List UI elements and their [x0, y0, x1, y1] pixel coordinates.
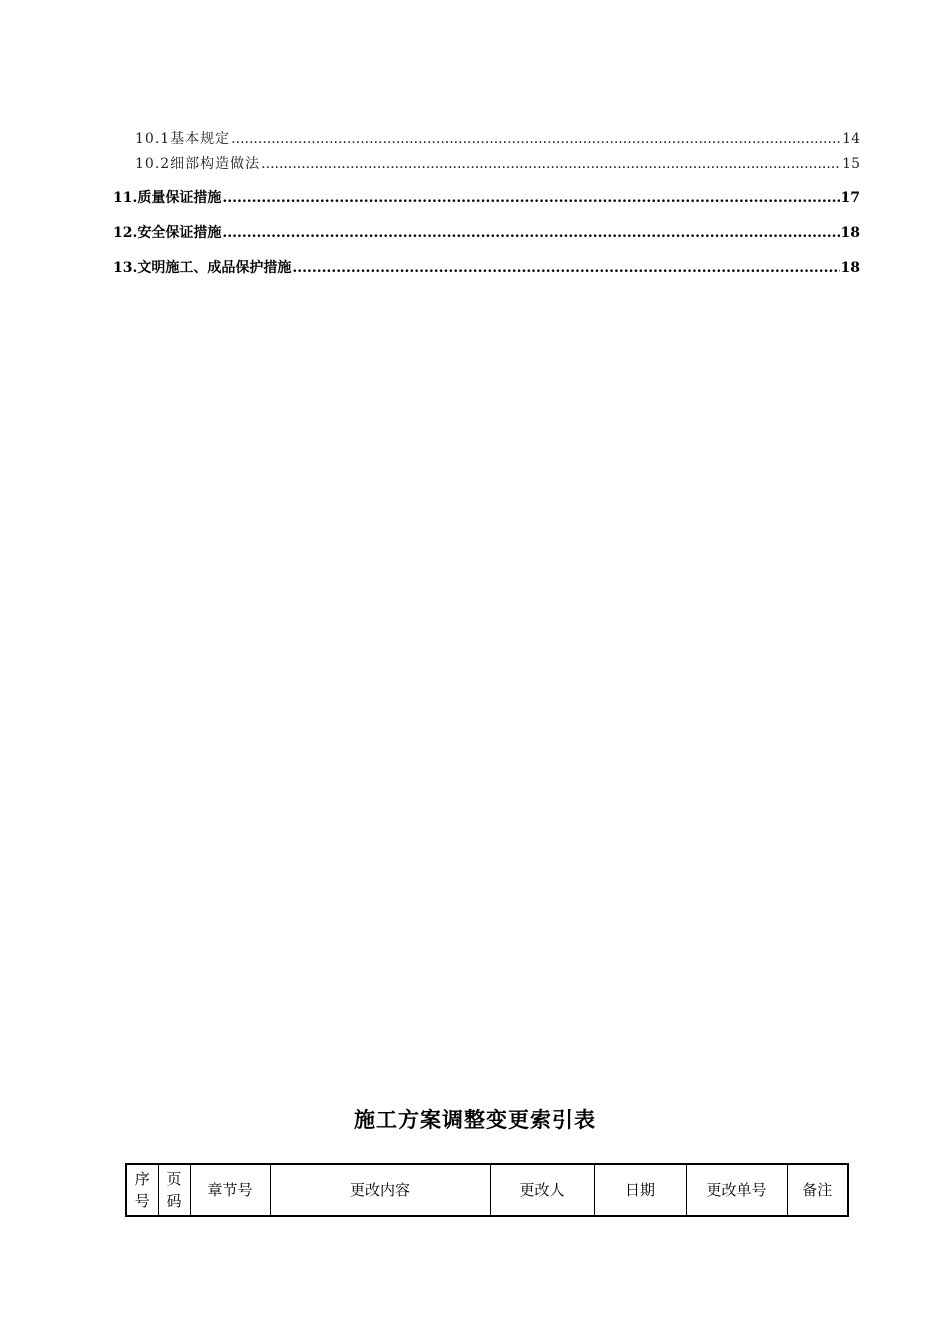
toc-entry-label: 13.文明施工、成品保护措施: [113, 260, 292, 276]
toc-entry-label: 11.质量保证措施: [113, 190, 222, 206]
header-remarks: 备注: [787, 1164, 848, 1216]
toc-entry-label: 10.2细部构造做法: [135, 156, 261, 172]
header-serial-number: [126, 1164, 158, 1216]
toc-entry-10-1[interactable]: [135, 128, 860, 148]
toc-leader-dots: [292, 260, 839, 276]
toc-entry-13[interactable]: [113, 257, 860, 277]
toc-entry-10-2[interactable]: [135, 153, 860, 173]
header-text: 码: [166, 1192, 182, 1210]
header-change-content: 更改内容: [270, 1164, 490, 1216]
toc-leader-dots: [231, 131, 841, 147]
toc-entry-11[interactable]: [113, 187, 860, 207]
change-index-table: [125, 1163, 849, 1217]
toc-leader-dots: [222, 190, 839, 206]
toc-entry-label: 12.安全保证措施: [113, 225, 222, 241]
toc-leader-dots: [222, 225, 839, 241]
header-text: 页: [166, 1170, 182, 1188]
table-header-row: [126, 1164, 848, 1216]
header-changed-by: 更改人: [490, 1164, 594, 1216]
toc-entry-12[interactable]: [113, 222, 860, 242]
header-change-order-number: 更改单号: [686, 1164, 787, 1216]
toc-leader-dots: [261, 156, 841, 172]
toc-entry-label: 10.1基本规定: [135, 131, 231, 147]
toc-entry-page: 14: [842, 131, 860, 147]
toc-entry-page: 18: [840, 225, 860, 241]
header-date: 日期: [594, 1164, 686, 1216]
index-table-title: 施工方案调整变更索引表: [354, 1107, 596, 1132]
header-text: 号: [134, 1192, 150, 1210]
header-text: 序: [134, 1170, 150, 1188]
header-section-number: 章节号: [190, 1164, 270, 1216]
toc-entry-page: 18: [840, 260, 860, 276]
toc-entry-page: 15: [842, 156, 860, 172]
header-page-number: [158, 1164, 190, 1216]
toc-entry-page: 17: [840, 190, 860, 206]
